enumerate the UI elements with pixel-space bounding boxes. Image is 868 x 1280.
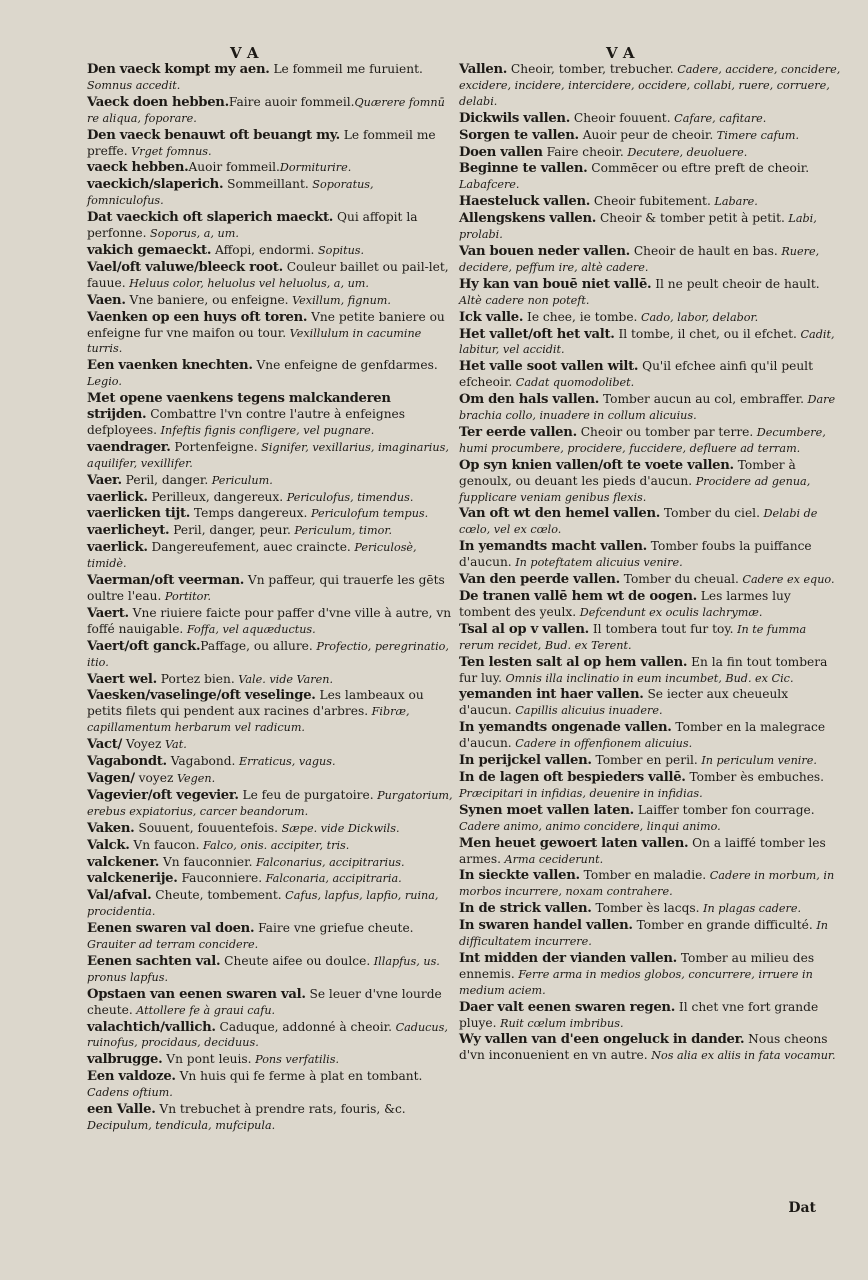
entry-headword: Van den peerde vallen. <box>459 572 620 588</box>
entry-french: Portez bien. <box>156 671 235 686</box>
entry-headword: valachtich/vallich. <box>87 1019 216 1035</box>
dictionary-entry <box>87 788 453 820</box>
entry-latin: Periculofus, timendus. <box>283 490 414 504</box>
entry-latin: Cado, labor, delabor. <box>637 310 759 324</box>
dictionary-entry <box>87 639 453 671</box>
dictionary-entry <box>87 128 453 160</box>
dictionary-entry <box>87 160 453 176</box>
dictionary-entry <box>87 177 453 209</box>
entry-french: Nous cheons d'vn inconuenient en vn autre. <box>459 1032 828 1063</box>
entry-headword: Het vallet/oft het valt. <box>459 326 615 342</box>
entry-french: Auoir peur de cheoir. <box>578 127 714 142</box>
entry-headword: vaeckich/slaperich. <box>87 177 224 193</box>
entry-latin: Erraticus, vagus. <box>235 755 336 769</box>
entry-french: Tomber en grande difficulté. <box>632 918 813 933</box>
entry-french: Vagabond. <box>166 754 236 769</box>
entry-french: Tomber du ciel. <box>660 506 760 521</box>
entry-headword: Tsal al op v vallen. <box>459 621 589 637</box>
entry-latin: Vrget fomnus. <box>127 144 212 158</box>
dictionary-entry <box>459 687 843 719</box>
entry-headword: vaendrager. <box>87 439 171 455</box>
entry-latin: Signifer, vexillarius, imaginarius, aquilifer, vexillifer. <box>87 440 449 470</box>
dictionary-entry <box>459 161 843 193</box>
dictionary-entry <box>459 506 843 538</box>
entry-headword: Ter eerde vallen. <box>459 424 577 440</box>
dictionary-entry <box>459 868 843 900</box>
dictionary-entry <box>459 655 843 687</box>
dictionary-entry <box>87 754 453 770</box>
entry-french: On a laiffé tomber les armes. <box>459 835 826 866</box>
entry-french: Vn pont leuis. <box>162 1052 252 1067</box>
entry-french: Caduque, addonné à cheoir. <box>215 1019 393 1034</box>
dictionary-entry <box>459 1032 843 1064</box>
entry-latin: Cadit, labitur, vel accidit. <box>459 327 835 357</box>
entry-french: Perilleux, dangereux. <box>147 489 284 504</box>
dictionary-entry <box>459 111 843 127</box>
entry-latin: Labare. <box>710 195 758 209</box>
dictionary-entry <box>87 358 453 390</box>
entry-latin: Caducus, ruinofus, procidaus, deciduus. <box>87 1020 448 1050</box>
dictionary-entry <box>459 244 843 276</box>
entry-headword: De tranen vallē hem wt de oogen. <box>459 589 697 604</box>
dictionary-entry <box>459 128 843 144</box>
catchword: Dat <box>788 1200 816 1216</box>
dictionary-entry <box>459 145 843 161</box>
entry-headword: Daer valt eenen swaren regen. <box>459 999 676 1015</box>
entry-headword: Valck. <box>87 837 130 853</box>
entry-headword: Den vaeck kompt my aen. <box>87 62 270 77</box>
entry-headword: Men heuet gewoert laten vallen. <box>459 835 689 851</box>
entry-french: Cheute aifee ou doulce. <box>220 953 371 968</box>
entry-french: Voyez <box>122 737 162 752</box>
entry-latin: Dormiturire. <box>279 161 352 175</box>
entry-headword: Vaert/oft ganck. <box>87 638 201 654</box>
entry-headword: Het valle soot vallen wilt. <box>459 359 639 375</box>
entry-headword: Een vaenken knechten. <box>87 358 253 374</box>
entry-french: Qui affopit la perfonne. <box>87 210 418 241</box>
entry-latin: Cadere in morbum, in morbos incurrere, noxam contrahere. <box>459 869 835 899</box>
dictionary-entry <box>87 62 453 94</box>
dictionary-entry <box>87 954 453 986</box>
dictionary-entry <box>459 770 843 802</box>
entry-headword: Vael/oft valuwe/bleeck root. <box>87 259 283 275</box>
entry-headword: Int midden der vianden vallen. <box>459 950 677 966</box>
entry-french: Vn faucon. <box>129 837 200 852</box>
entry-latin: Periculum. <box>208 473 273 487</box>
dictionary-entry <box>459 211 843 243</box>
entry-headword: Dat vaeckich oft slaperich maeckt. <box>87 210 334 226</box>
entry-latin: Procidere ad genua, fupplicare veniam genibus flexis. <box>459 474 811 504</box>
entry-headword: Van oft wt den hemel vallen. <box>459 506 661 522</box>
entry-latin: Legio. <box>87 375 122 389</box>
dictionary-entry <box>87 243 453 259</box>
entry-latin: Sæpe. vide Dickwils. <box>278 821 400 835</box>
entry-latin: Præcipitari in infidias, deuenire in infidias. <box>459 786 703 800</box>
entry-french: Tomber en maladie. <box>579 868 707 883</box>
entry-latin: Soporus, a, um. <box>146 227 239 241</box>
dictionary-entry <box>459 327 843 359</box>
entry-french: Tomber foubs la puiffance d'aucun. <box>459 539 812 570</box>
entry-headword: Doen vallen <box>459 144 543 160</box>
entry-french: Faire vne griefue cheute. <box>254 921 414 936</box>
entry-headword: vakich gemaeckt. <box>87 242 212 258</box>
dictionary-entry <box>87 672 453 688</box>
entry-french: Tomber aucun au col, embraffer. <box>599 392 804 407</box>
entry-french: Dangereufement, auec craincte. <box>147 540 351 555</box>
dictionary-entry <box>87 606 453 638</box>
entry-french: Commēcer ou eftre preft de cheoir. <box>587 161 810 176</box>
entry-latin: Falconarius, accipitrarius. <box>252 855 405 869</box>
entry-latin: Cadere ex equo. <box>738 573 835 587</box>
entry-headword: Haesteluck vallen. <box>459 194 591 210</box>
entry-french: Tomber en peril. <box>591 753 698 768</box>
entry-headword: In yemandts macht vallen. <box>459 539 647 555</box>
entry-french: Cheute, tombement. <box>151 888 282 903</box>
entry-latin: Ruit cœlum imbribus. <box>496 1016 624 1030</box>
entry-french: Cheoir, tomber, trebucher. <box>507 62 674 76</box>
entry-headword: vaerlick. <box>87 489 148 505</box>
entry-latin: Vegen. <box>173 771 216 785</box>
entry-headword: een Valle. <box>87 1102 156 1118</box>
entry-latin: Labafcere. <box>459 178 520 192</box>
entry-headword: Met opene vaenkens tegens malckanderen strijden. <box>87 391 391 423</box>
dictionary-entry <box>87 821 453 837</box>
entry-french: Faire auoir fommeil. <box>228 94 355 109</box>
dictionary-entry <box>87 310 453 358</box>
entry-french: Vn fauconnier. <box>159 854 253 869</box>
dictionary-entry <box>459 753 843 769</box>
entry-headword: Vaeck doen hebben. <box>87 94 229 110</box>
dictionary-entry <box>87 688 453 736</box>
entry-french: Les lambeaux ou petits filets qui pendent aux racines d'arbres. <box>87 688 424 719</box>
dictionary-entry <box>87 771 453 787</box>
entry-headword: Vaken. <box>87 820 135 836</box>
entry-headword: Ick valle. <box>459 309 524 325</box>
dictionary-entry <box>87 293 453 309</box>
entry-latin: Vexillulum in cacumine turris. <box>87 326 422 356</box>
entry-french: Le feu de purgatoire. <box>238 787 374 802</box>
page-header <box>0 44 868 64</box>
dictionary-entry <box>87 95 453 127</box>
dictionary-entry <box>87 391 453 439</box>
entry-french: Tomber au milieu des ennemis. <box>459 950 815 981</box>
entry-french: Vne enfeigne de genfdarmes. <box>252 358 438 373</box>
left-column <box>87 62 453 1135</box>
entry-headword: Opstaen van eenen swaren val. <box>87 986 306 1002</box>
entry-headword: Allengskens vallen. <box>459 211 597 227</box>
entry-latin: Portitor. <box>161 590 212 603</box>
dictionary-entry <box>87 473 453 489</box>
entry-french: Tomber ès embuches. <box>685 769 825 784</box>
entry-french: Portenfeigne. <box>170 439 258 454</box>
entry-headword: Vagabondt. <box>87 754 167 770</box>
entry-latin: Attollere fe à graui cafu. <box>132 1003 276 1017</box>
entry-headword: Vaerman/oft veerman. <box>87 573 245 589</box>
entry-headword: Wy vallen van d'een ongeluck in dander. <box>459 1032 745 1048</box>
entry-latin: Fibræ, capillamentum herbarum vel radicum. <box>87 705 410 735</box>
entry-french: voyez <box>134 770 174 785</box>
entry-french: En la fin tout tombera fur luy. <box>459 654 828 685</box>
dictionary-entry <box>87 871 453 887</box>
dictionary-entry <box>459 62 843 110</box>
entry-latin: Quærere fomnū re aliqua, foporare. <box>87 95 445 125</box>
entry-latin: Foffa, vel aquæductus. <box>183 622 316 636</box>
dictionary-entry <box>87 260 453 292</box>
entry-latin: In periculum venire. <box>697 754 817 768</box>
entry-headword: Op syn knien vallen/oft te voete vallen. <box>459 457 734 473</box>
entry-headword: Val/afval. <box>87 888 152 904</box>
entry-french: Paffage, ou allure. <box>200 638 313 653</box>
entry-headword: Vaen. <box>87 292 126 308</box>
dictionary-entry <box>459 622 843 654</box>
dictionary-entry <box>459 539 843 571</box>
dictionary-entry <box>87 888 453 920</box>
entry-latin: Periculosè, timidè. <box>87 541 417 571</box>
entry-french: Couleur baillet ou pail-let, fauue. <box>87 259 449 290</box>
entry-headword: Vaert wel. <box>87 671 157 687</box>
entry-french: Vn trebuchet à prendre rats, fouris, &c. <box>155 1102 406 1117</box>
entry-latin: Decipulum, tendicula, mufcipula. <box>87 1119 276 1132</box>
dictionary-entry <box>87 737 453 753</box>
entry-french: Qu'il efchee ainfi qu'il peult efcheoir. <box>459 359 813 390</box>
dictionary-entry <box>87 921 453 953</box>
entry-french: Il ne peult cheoir de hault. <box>651 276 820 291</box>
entry-latin: Illapfus, us. pronus lapfus. <box>87 954 440 984</box>
entry-french: Faire cheoir. <box>542 144 624 159</box>
entry-french: Vn paffeur, qui trauerfe les gēts oultre l'eau. <box>87 573 445 603</box>
entry-headword: Vaert. <box>87 605 129 621</box>
entry-latin: Periculofum tempus. <box>307 507 429 521</box>
entry-headword: In sieckte vallen. <box>459 868 580 884</box>
entry-latin: Profectio, peregrinatio, itio. <box>87 639 449 669</box>
entry-french: Tomber du cheual. <box>619 572 739 587</box>
right-column <box>459 62 843 1065</box>
entry-french: Vne baniere, ou enfeigne. <box>125 292 289 307</box>
entry-french: Laiffer tomber fon courrage. <box>633 802 815 817</box>
entry-latin: Periculum, timor. <box>290 524 393 538</box>
entry-french: Vne riuiere faicte pour paffer d'vne ville à autre, vn foffé nauigable. <box>87 605 452 636</box>
entry-latin: Cafare, cafitare. <box>670 111 767 125</box>
dictionary-entry <box>459 277 843 309</box>
entry-french: Vne petite baniere ou enfeigne fur vne maifon ou tour. <box>87 309 445 340</box>
entry-latin: Cafus, lapfus, lapfio, ruina, procidentia. <box>87 889 439 919</box>
entry-headword: vaerlick. <box>87 540 148 556</box>
dictionary-entry <box>459 392 843 424</box>
entry-latin: Altè cadere non poteft. <box>459 293 590 307</box>
dictionary-entry <box>87 1020 453 1052</box>
entry-headword: Vact/ <box>87 737 123 753</box>
dictionary-entry <box>459 359 843 391</box>
entry-latin: Cadat quomodolibet. <box>512 376 635 390</box>
entry-french: Sommeillant. <box>223 177 309 192</box>
dictionary-entry <box>87 490 453 506</box>
dictionary-entry <box>87 838 453 854</box>
entry-french: Vn huis qui fe ferme à plat en tombant. <box>175 1069 423 1084</box>
entry-french: Tomber en la malegrace d'aucun. <box>459 720 826 751</box>
dictionary-entry <box>459 1000 843 1032</box>
entry-latin: Vexillum, fignum. <box>288 293 391 307</box>
entry-latin: Decumbere, humi procumbere, procidere, fuccidere, defluere ad terram. <box>459 425 826 455</box>
entry-french: Combattre l'vn contre l'autre à enfeignes defployees. <box>87 407 406 437</box>
dictionary-entry <box>87 573 453 605</box>
dictionary-entry <box>459 425 843 457</box>
entry-latin: Ruere, decidere, peffum ire, altè cadere. <box>459 244 820 274</box>
entry-headword: Ten lesten salt al op hem vallen. <box>459 654 688 670</box>
entry-french: Souuent, fouuentefois. <box>134 820 279 835</box>
entry-french: Les larmes luy tombent des yeulx. <box>459 589 791 619</box>
entry-latin: Cadere, accidere, concidere, excidere, incidere, intercidere, occidere, collabi, ruere, corruere, delabi. <box>459 63 841 108</box>
entry-french: Le fommeil me furuient. <box>269 62 423 76</box>
entry-latin: In te fumma rerum recidet, Bud. ex Terent. <box>459 622 807 652</box>
dictionary-entry <box>459 803 843 835</box>
entry-headword: In yemandts ongenade vallen. <box>459 720 672 736</box>
dictionary-entry <box>459 951 843 999</box>
dictionary-entry <box>87 523 453 539</box>
entry-headword: vaeck hebben. <box>87 160 189 176</box>
entry-headword: Vaesken/vaselinge/oft veselinge. <box>87 688 316 704</box>
entry-french: Cheoir fubitement. <box>590 194 711 209</box>
entry-latin: Falco, onis. accipiter, tris. <box>199 838 350 852</box>
entry-french: Peril, danger. <box>121 472 209 487</box>
entry-headword: yemanden int haer vallen. <box>459 687 644 703</box>
entry-french: Temps dangereux. <box>190 506 308 521</box>
entry-headword: Sorgen te vallen. <box>459 127 579 143</box>
entry-latin: Ferre arma in medios globos, concurrere, irruere in medium aciem. <box>459 967 813 997</box>
entry-latin: Nos alia ex aliis in fata vocamur. <box>647 1049 836 1063</box>
entry-latin: Vat. <box>161 738 187 752</box>
entry-headword: Om den hals vallen. <box>459 392 600 408</box>
entry-french: Il tombe, il chet, ou il efchet. <box>614 326 797 341</box>
dictionary-entry <box>459 836 843 868</box>
entry-french: Se leuer d'vne lourde cheute. <box>87 986 442 1017</box>
entry-french: Auoir fommeil. <box>188 160 280 175</box>
entry-latin: Capillis alicuius inuadere. <box>511 704 663 718</box>
dictionary-entry <box>87 440 453 472</box>
entry-french: Il chet vne fort grande pluye. <box>459 999 819 1030</box>
entry-headword: Vagevier/oft vegevier. <box>87 787 239 803</box>
entry-latin: Vale. vide Varen. <box>234 672 334 686</box>
dictionary-entry <box>87 540 453 572</box>
entry-headword: Vaenken op een huys oft toren. <box>87 309 308 325</box>
entry-headword: Van bouen neder vallen. <box>459 243 630 259</box>
entry-latin: Purgatorium, erebus expiatorius, carcer beandorum. <box>87 788 453 818</box>
entry-latin: Delabi de cœlo, vel ex cœlo. <box>459 507 818 537</box>
entry-headword: valckener. <box>87 854 160 870</box>
entry-french: Cheoir ou tomber par terre. <box>576 424 754 439</box>
entry-french: Affopi, endormi. <box>211 242 315 257</box>
entry-headword: Den vaeck benauwt oft beuangt my. <box>87 127 340 143</box>
entry-latin: Infeftis fignis confligere, vel pugnare. <box>157 423 375 437</box>
entry-latin: Timere cafum. <box>713 128 800 142</box>
entry-latin: Labi, prolabi. <box>459 212 817 242</box>
entry-french: Il tombera tout fur toy. <box>588 621 734 636</box>
dictionary-entry <box>87 506 453 522</box>
entry-latin: Pons verfatilis. <box>251 1053 340 1067</box>
entry-headword: Vagen/ <box>87 770 135 786</box>
entry-headword: Een valdoze. <box>87 1069 176 1085</box>
entry-french: Fauconniere. <box>177 871 263 886</box>
entry-latin: Cadere in offenfionem alicuius. <box>511 737 693 751</box>
signature-mark-left: V A <box>230 44 259 62</box>
entry-latin: Dare brachia collo, inuadere in collum alicuius. <box>459 393 836 423</box>
entry-latin: In plagas cadere. <box>699 902 802 916</box>
entry-french: Peril, danger, peur. <box>169 523 291 538</box>
entry-latin: Soporatus, fomniculofus. <box>87 178 374 208</box>
entry-latin: Defcendunt ex oculis lachrymæ. <box>576 605 763 619</box>
entry-french: Tomber à genoulx, ou deuant les pieds d'aucun. <box>459 457 796 488</box>
dictionary-entry <box>459 310 843 326</box>
dictionary-entry <box>459 589 843 621</box>
dictionary-entry <box>87 987 453 1019</box>
dictionary-entry <box>87 210 453 242</box>
entry-latin: Omnis illa inclinatio in eum incumbet, Bud. ex Cic. <box>501 671 794 685</box>
entry-latin: Cadens oftium. <box>87 1086 173 1100</box>
entry-headword: Vaer. <box>87 472 122 488</box>
entry-french: Le fommeil me preffe. <box>87 127 436 158</box>
entry-latin: In poteftatem alicuius venire. <box>511 556 683 570</box>
entry-latin: In difficultatem incurrere. <box>459 919 828 949</box>
dictionary-entry <box>459 194 843 210</box>
entry-headword: Eenen sachten val. <box>87 953 221 969</box>
entry-headword: In de strick vallen. <box>459 901 592 917</box>
entry-latin: Cadere animo, animo concidere, linqui animo. <box>459 819 721 833</box>
entry-latin: Sopitus. <box>314 243 365 257</box>
entry-headword: valbrugge. <box>87 1052 163 1068</box>
dictionary-entry <box>87 855 453 871</box>
entry-headword: Dickwils vallen. <box>459 110 570 126</box>
signature-mark-right: V A <box>606 44 635 62</box>
entry-headword: Vallen. <box>459 62 508 77</box>
dictionary-entry <box>87 1102 453 1134</box>
entry-latin: Arma ceciderunt. <box>501 852 604 866</box>
dictionary-entry <box>459 918 843 950</box>
entry-headword: Synen moet vallen laten. <box>459 802 634 818</box>
dictionary-entry <box>459 572 843 588</box>
entry-headword: In de lagen oft bespieders vallē. <box>459 769 686 785</box>
dictionary-entry <box>459 901 843 917</box>
entry-french: Cheoir fouuent. <box>570 110 671 125</box>
entry-headword: Hy kan van bouē niet vallē. <box>459 276 652 292</box>
entry-french: Tomber ès lacqs. <box>591 901 700 916</box>
dictionary-entry <box>459 720 843 752</box>
entry-latin: Falconaria, accipitraria. <box>262 872 402 886</box>
entry-headword: In perijckel vallen. <box>459 753 592 769</box>
entry-french: Cheoir & tomber petit à petit. <box>596 211 785 226</box>
entry-french: Cheoir de hault en bas. <box>629 243 778 258</box>
entry-french: Ie chee, ie tombe. <box>523 309 638 324</box>
entry-headword: Eenen swaren val doen. <box>87 921 255 937</box>
dictionary-entry <box>459 458 843 506</box>
entry-headword: Beginne te vallen. <box>459 161 588 177</box>
entry-headword: vaerlicheyt. <box>87 523 170 539</box>
entry-french: Se iecter aux cheueulx d'aucun. <box>459 687 789 718</box>
entry-latin: Heluus color, heluolus vel heluolus, a, um. <box>125 276 369 290</box>
entry-headword: vaerlicken tijt. <box>87 506 191 522</box>
entry-headword: In swaren handel vallen. <box>459 918 633 934</box>
entry-headword: valckenerije. <box>87 871 178 887</box>
entry-latin: Decutere, deuoluere. <box>623 145 748 159</box>
entry-latin: Grauiter ad terram concidere. <box>87 938 259 952</box>
entry-latin: Somnus accedit. <box>87 78 181 92</box>
dictionary-entry <box>87 1052 453 1068</box>
dictionary-entry <box>87 1069 453 1101</box>
